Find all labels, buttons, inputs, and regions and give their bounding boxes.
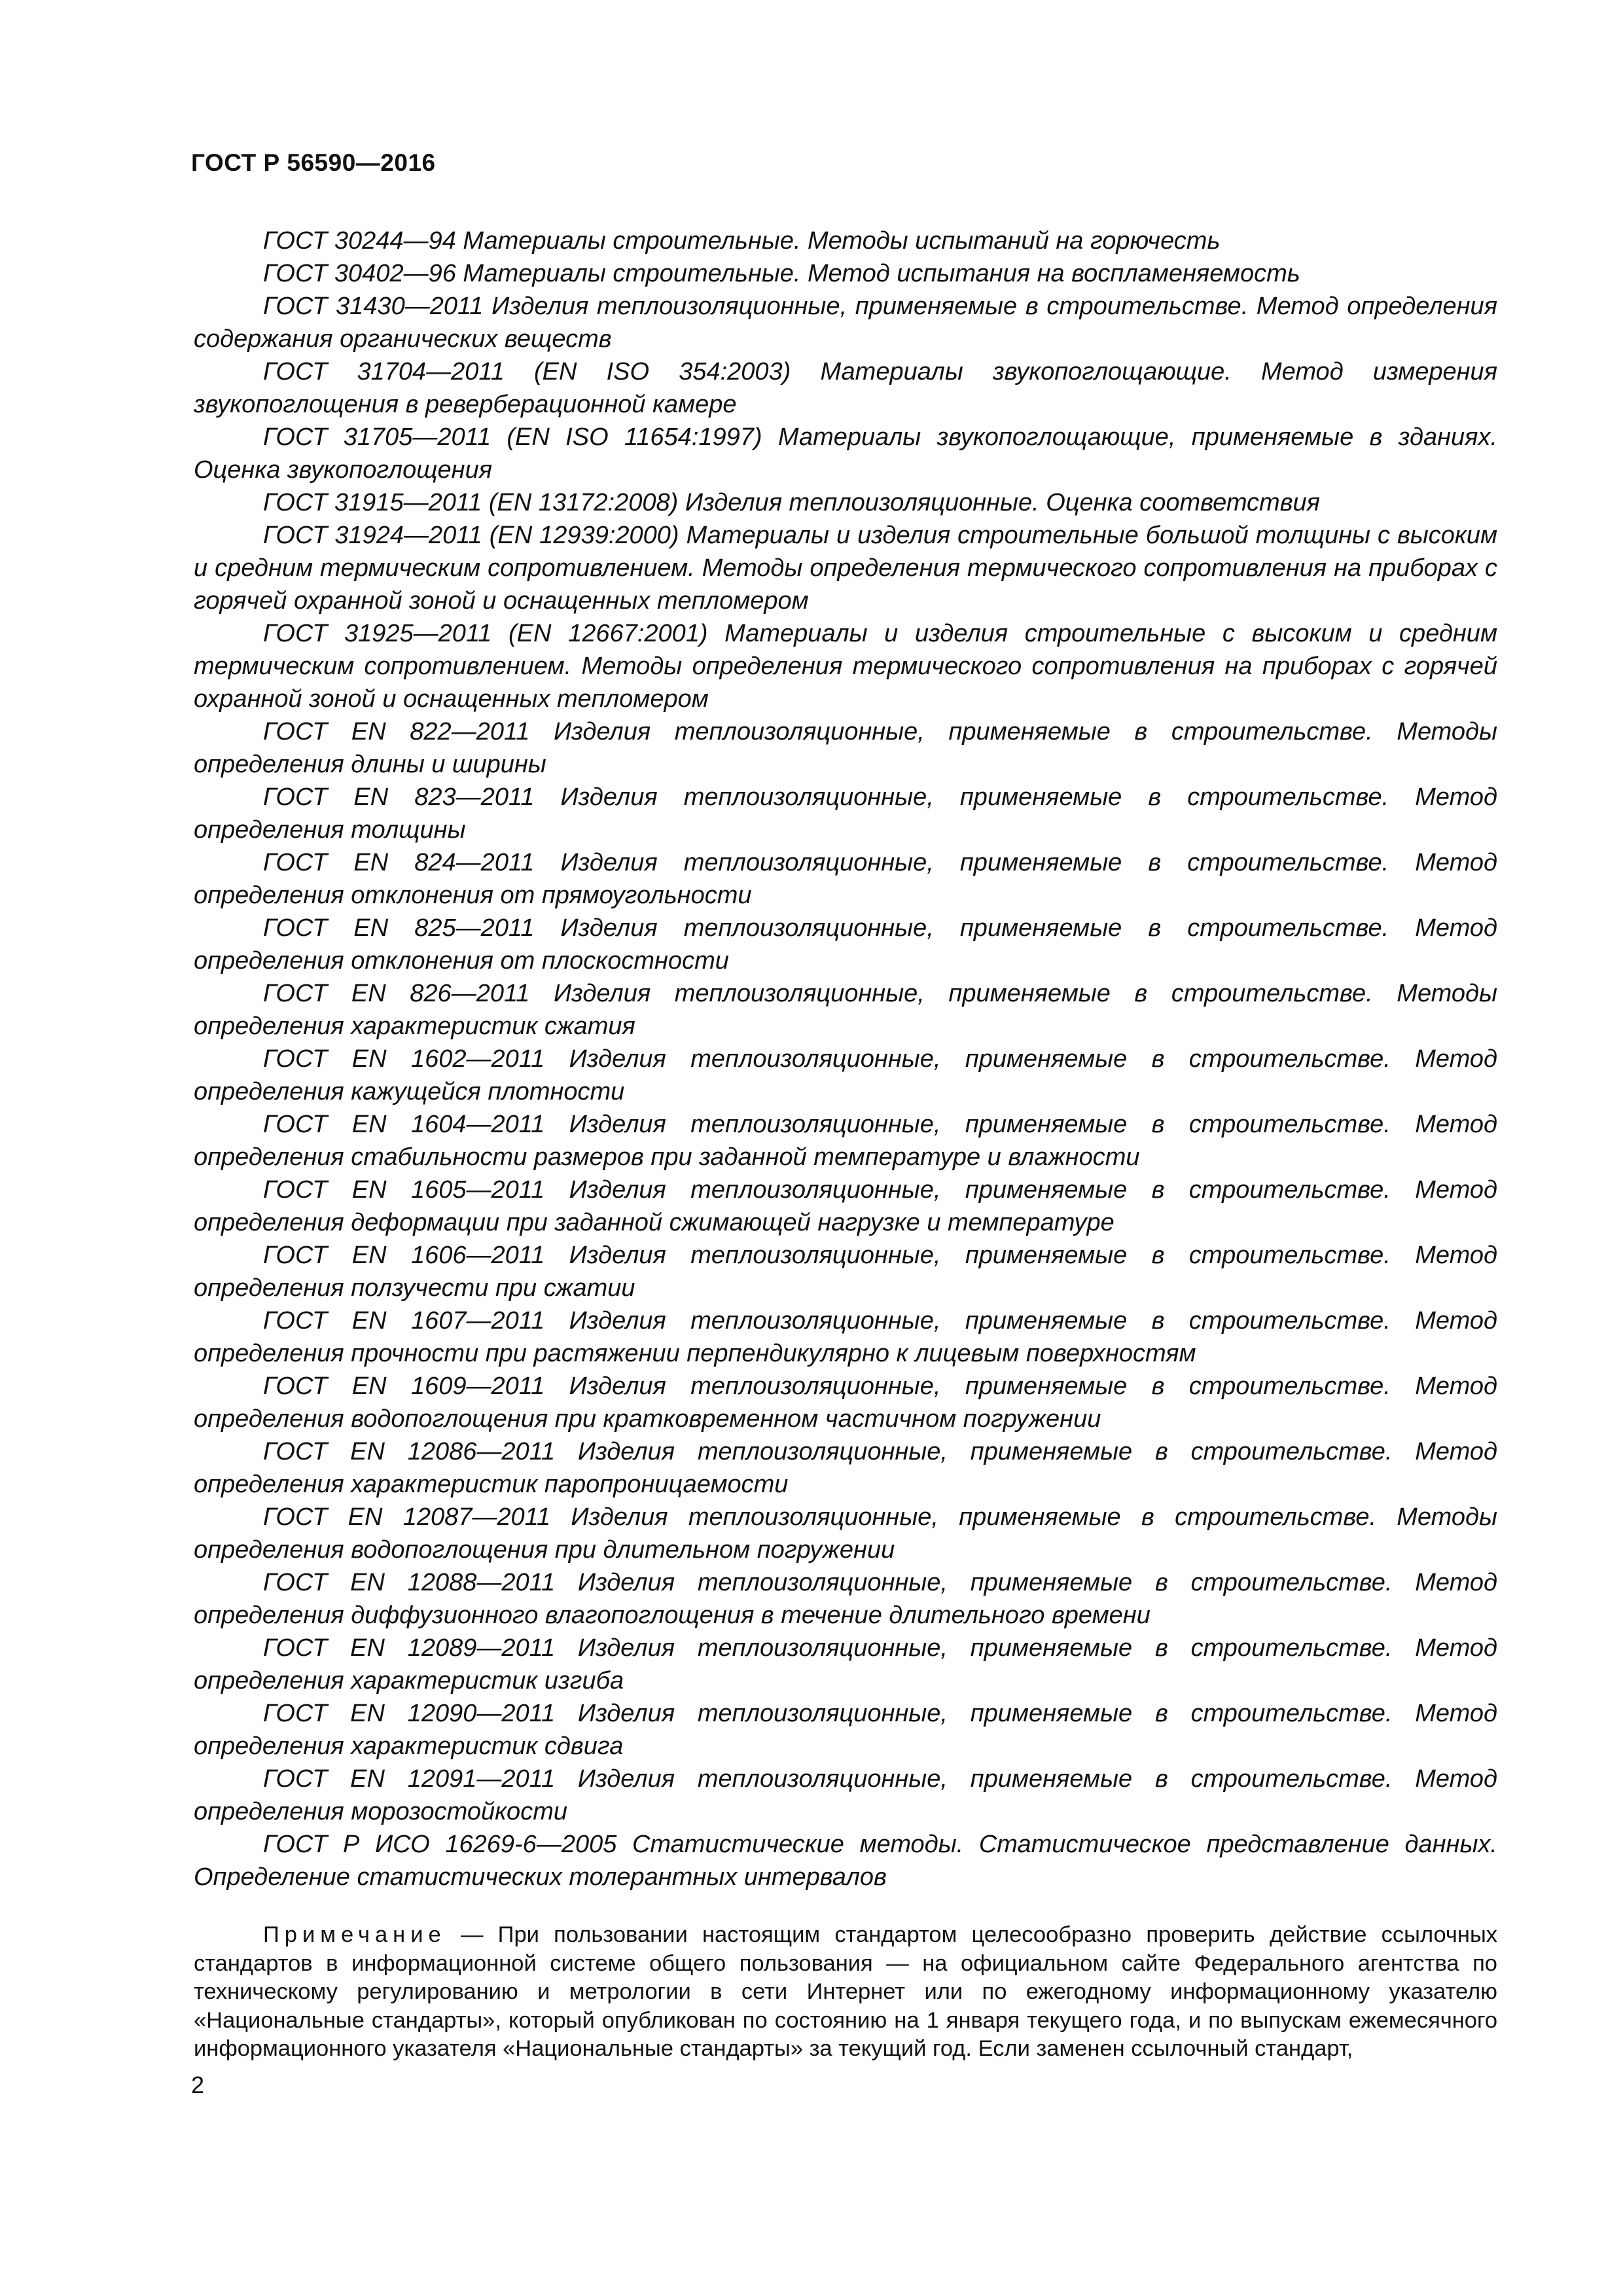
reference-item: ГОСТ EN 824—2011 Изделия теплоизоляционные, применяемые в строительстве. Метод определения отклонения от прямоугольности [194, 849, 1497, 909]
reference-item: ГОСТ Р ИСО 16269-6—2005 Статистические методы. Статистическое представление данных. Определение статистических толерантных интервалов [194, 1831, 1497, 1891]
reference-item: ГОСТ EN 1602—2011 Изделия теплоизоляционные, применяемые в строительстве. Метод определения кажущейся плотности [194, 1045, 1497, 1105]
reference-item: ГОСТ EN 1609—2011 Изделия теплоизоляционные, применяемые в строительстве. Метод определения водопоглощения при кратковременном частичном погружении [194, 1372, 1497, 1433]
reference-item: ГОСТ 31430—2011 Изделия теплоизоляционные, применяемые в строительстве. Метод определения содержания органических веществ [194, 293, 1497, 353]
reference-item: ГОСТ EN 12091—2011 Изделия теплоизоляционные, применяемые в строительстве. Метод определения морозостойкости [194, 1765, 1497, 1825]
reference-item: ГОСТ EN 12087—2011 Изделия теплоизоляционные, применяемые в строительстве. Методы определения водопоглощения при длительном погружении [194, 1503, 1497, 1564]
reference-item: ГОСТ 31705—2011 (EN ISO 11654:1997) Материалы звукопоглощающие, применяемые в зданиях. Оценка звукопоглощения [194, 423, 1497, 484]
reference-item: ГОСТ 31704—2011 (EN ISO 354:2003) Материалы звукопоглощающие. Метод измерения звукопоглощения в реверберационной камере [194, 358, 1497, 418]
reference-item: ГОСТ EN 12090—2011 Изделия теплоизоляционные, применяемые в строительстве. Метод определения характеристик сдвига [194, 1700, 1497, 1760]
reference-item: ГОСТ 30244—94 Материалы строительные. Методы испытаний на горючесть [263, 227, 1221, 255]
document-header-title: ГОСТ Р 56590—2016 [191, 149, 436, 176]
reference-item: ГОСТ EN 12089—2011 Изделия теплоизоляционные, применяемые в строительстве. Метод определения характеристик изгиба [194, 1634, 1497, 1695]
reference-item: ГОСТ 30402—96 Материалы строительные. Метод испытания на воспламеняемость [263, 260, 1300, 287]
page-number: 2 [191, 2072, 205, 2098]
reference-item: ГОСТ 31915—2011 (EN 13172:2008) Изделия теплоизоляционные. Оценка соответствия [263, 489, 1320, 516]
reference-item: ГОСТ EN 12088—2011 Изделия теплоизоляционные, применяемые в строительстве. Метод определения диффузионного влагопоглощения в течение длительного времени [194, 1569, 1497, 1629]
note-text: — При пользовании настоящим стандартом целесообразно проверить действие ссылочных стандартов в информационной системе общего пользования — на официальном сайте Федерального агентства по техническому регулированию и метрологии в сети Интернет или по ежегодному информационному указателю «Национальные стандарты», который опубликован по состоянию на 1 января текущего года, и по выпускам ежемесячного информационного указателя «Национальные стандарты» за текущий год. Если заменен ссылочный стандарт, [194, 1922, 1497, 2061]
reference-item: ГОСТ EN 826—2011 Изделия теплоизоляционные, применяемые в строительстве. Методы определения характеристик сжатия [194, 980, 1497, 1040]
note-label: Примечание [263, 1922, 446, 1947]
reference-item: ГОСТ EN 1605—2011 Изделия теплоизоляционные, применяемые в строительстве. Метод определения деформации при заданной сжимающей нагрузке и температуре [194, 1176, 1497, 1236]
reference-item: ГОСТ EN 12086—2011 Изделия теплоизоляционные, применяемые в строительстве. Метод определения характеристик паропроницаемости [194, 1438, 1497, 1498]
reference-item: ГОСТ EN 1604—2011 Изделия теплоизоляционные, применяемые в строительстве. Метод определения стабильности размеров при заданной температуре и влажности [194, 1111, 1497, 1171]
reference-item: ГОСТ 31925—2011 (EN 12667:2001) Материалы и изделия строительные с высоким и средним термическим сопротивлением. Методы определения термического сопротивления на приборах с горячей охранной зоной и оснащенных тепломером [194, 620, 1497, 713]
normative-references-list [194, 224, 1497, 1893]
reference-item: ГОСТ 31924—2011 (EN 12939:2000) Материалы и изделия строительные большой толщины с высоким и средним термическим сопротивлением. Методы определения термического сопротивления на приборах с горячей охранной зоной и оснащенных тепломером [194, 522, 1497, 615]
reference-item: ГОСТ EN 823—2011 Изделия теплоизоляционные, применяемые в строительстве. Метод определения толщины [194, 783, 1497, 844]
reference-item: ГОСТ EN 822—2011 Изделия теплоизоляционные, применяемые в строительстве. Методы определения длины и ширины [194, 718, 1497, 778]
reference-item: ГОСТ EN 1606—2011 Изделия теплоизоляционные, применяемые в строительстве. Метод определения ползучести при сжатии [194, 1242, 1497, 1302]
reference-item: ГОСТ EN 825—2011 Изделия теплоизоляционные, применяемые в строительстве. Метод определения отклонения от плоскостности [194, 914, 1497, 975]
note-paragraph [194, 1921, 1497, 2064]
reference-item: ГОСТ EN 1607—2011 Изделия теплоизоляционные, применяемые в строительстве. Метод определения прочности при растяжении перпендикулярно к лицевым поверхностям [194, 1307, 1497, 1367]
